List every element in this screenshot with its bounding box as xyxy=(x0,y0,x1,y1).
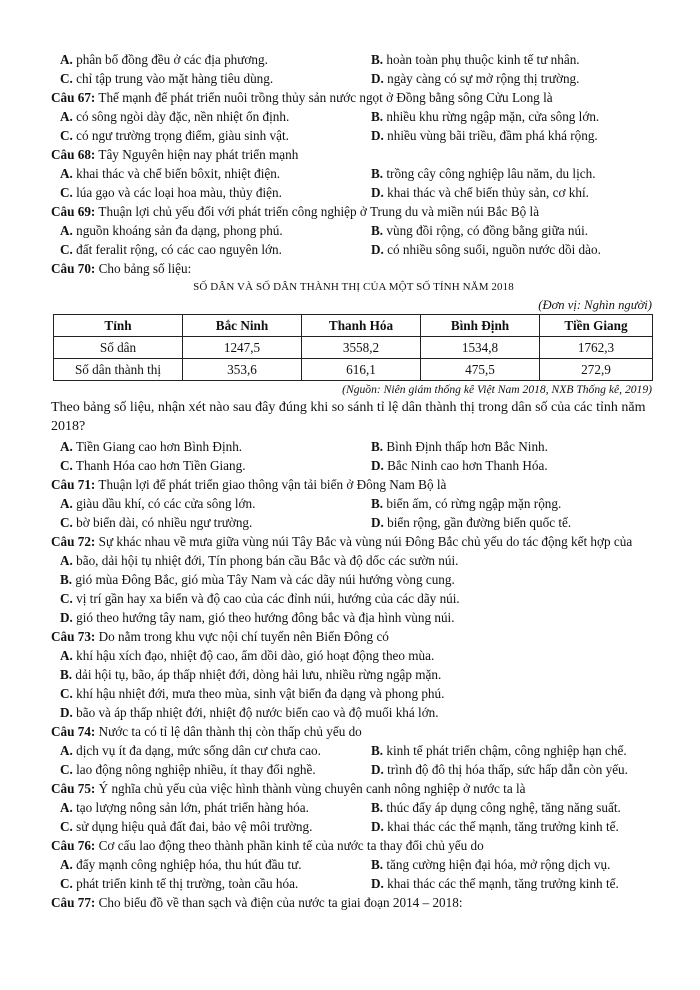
option-b: B. gió mùa Đông Bắc, gió mùa Tây Nam và các dãy núi hướng vòng cung. xyxy=(60,572,455,587)
question-72: Câu 72: Sự khác nhau về mưa giữa vùng núi Tây Bắc và vùng núi Đông Bắc chủ yếu do tác động kết hợp của xyxy=(51,534,633,549)
option-c: C. bờ biển dài, có nhiều ngư trường. xyxy=(60,515,253,530)
option-row xyxy=(51,874,656,893)
option-row xyxy=(51,456,656,475)
option-d: D. gió theo hướng tây nam, gió theo hướng đông bắc và địa hình vùng núi. xyxy=(60,610,455,625)
header-cell: Tiền Giang xyxy=(540,315,653,337)
option-c: C. sử dụng hiệu quả đất đai, bảo vệ môi trường. xyxy=(60,819,313,834)
option-d: D. Bắc Ninh cao hơn Thanh Hóa. xyxy=(371,458,548,473)
table-header-row xyxy=(54,315,653,337)
option-a: A. khai thác và chế biến bôxit, nhiệt điện. xyxy=(60,166,281,181)
table-cell: 353,6 xyxy=(183,359,302,381)
option-b: B. dải hội tụ, bão, áp thấp nhiệt đới, dòng hải lưu, nhiều rừng ngập mặn. xyxy=(60,667,442,682)
option-b: B. vùng đồi rộng, có đồng bằng giữa núi. xyxy=(371,223,589,238)
table-cell: 1534,8 xyxy=(421,337,540,359)
option-d: D. có nhiều sông suối, nguồn nước dồi dào. xyxy=(371,242,601,257)
option-c: C. lúa gạo và các loại hoa màu, thủy điện. xyxy=(60,185,282,200)
option-d: D. khai thác và chế biến thủy sản, cơ khí. xyxy=(371,185,589,200)
option-b: B. trồng cây công nghiệp lâu năm, du lịch. xyxy=(371,166,596,181)
option-a: A. có sông ngòi dày đặc, nền nhiệt ổn định. xyxy=(60,109,290,124)
option-row xyxy=(51,107,656,126)
option-row xyxy=(51,183,656,202)
table-cell: 1247,5 xyxy=(183,337,302,359)
header-cell: Thanh Hóa xyxy=(302,315,421,337)
question-67: Câu 67: Thế mạnh để phát triển nuôi trồng thủy sản nước ngọt ở Đồng bằng sông Cửu Long là xyxy=(51,90,553,105)
option-b: B. tăng cường hiện đại hóa, mở rộng dịch vụ. xyxy=(371,857,611,872)
option-c: C. có ngư trường trọng điểm, giàu sinh vật. xyxy=(60,128,289,143)
option-a: A. giàu dầu khí, có các cửa sông lớn. xyxy=(60,496,256,511)
option-d: D. nhiều vùng bãi triều, đầm phá khá rộng. xyxy=(371,128,598,143)
option-row xyxy=(51,240,656,259)
table-row xyxy=(54,359,653,381)
question-74: Câu 74: Nước ta có tỉ lệ dân thành thị còn thấp chủ yếu do xyxy=(51,724,362,739)
table-unit: (Đơn vị: Nghìn người) xyxy=(538,298,652,312)
table-cell: 3558,2 xyxy=(302,337,421,359)
option-row xyxy=(51,741,656,760)
option-row xyxy=(51,126,656,145)
option-d: D. khai thác các thế mạnh, tăng trưởng kinh tế. xyxy=(371,819,619,834)
table-cell: 272,9 xyxy=(540,359,653,381)
option-b: B. thúc đẩy áp dụng công nghệ, tăng năng suất. xyxy=(371,800,621,815)
option-a: A. phân bố đồng đều ở các địa phương. xyxy=(60,52,268,67)
header-cell: Bắc Ninh xyxy=(183,315,302,337)
option-a: A. tạo lượng nông sản lớn, phát triển hàng hóa. xyxy=(60,800,309,815)
option-row xyxy=(51,513,656,532)
row-label: Số dân thành thị xyxy=(54,359,183,381)
option-row xyxy=(51,437,656,456)
option-b: B. nhiều khu rừng ngập mặn, cửa sông lớn. xyxy=(371,109,600,124)
data-table xyxy=(53,314,653,381)
question-68: Câu 68: Tây Nguyên hiện nay phát triển mạnh xyxy=(51,147,299,162)
option-c: C. lao động nông nghiệp nhiều, ít thay đổi nghề. xyxy=(60,762,316,777)
header-cell: Bình Định xyxy=(421,315,540,337)
option-a: A. bão, dải hội tụ nhiệt đới, Tín phong bán cầu Bắc và độ dốc các sườn núi. xyxy=(60,553,459,568)
option-d: D. ngày càng có sự mở rộng thị trường. xyxy=(371,71,580,86)
option-row xyxy=(51,817,656,836)
option-c: C. khí hậu nhiệt đới, mưa theo mùa, sinh vật biển đa dạng và phong phú. xyxy=(60,686,445,701)
option-a: A. khí hậu xích đạo, nhiệt độ cao, ẩm dồi dào, gió hoạt động theo mùa. xyxy=(60,648,435,663)
option-b: B. Bình Định thấp hơn Bắc Ninh. xyxy=(371,439,548,454)
option-row xyxy=(51,798,656,817)
option-row xyxy=(51,221,656,240)
option-row xyxy=(51,50,656,69)
question-76: Câu 76: Cơ cấu lao động theo thành phần kinh tế của nước ta thay đổi chủ yếu do xyxy=(51,838,484,853)
option-b: B. hoàn toàn phụ thuộc kinh tế tư nhân. xyxy=(371,52,580,67)
table-cell: 616,1 xyxy=(302,359,421,381)
option-b: B. kinh tế phát triển chậm, công nghiệp hạn chế. xyxy=(371,743,627,758)
table-cell: 1762,3 xyxy=(540,337,653,359)
option-d: D. bão và áp thấp nhiệt đới, nhiệt độ nước biển cao và độ muối khá lớn. xyxy=(60,705,439,720)
option-a: A. dịch vụ ít đa dạng, mức sống dân cư chưa cao. xyxy=(60,743,321,758)
option-c: C. vị trí gần hay xa biển và độ cao của các đỉnh núi, hướng của các dãy núi. xyxy=(60,591,460,606)
question-69: Câu 69: Thuận lợi chủ yếu đối với phát triển công nghiệp ở Trung du và miền núi Bắc Bộ là xyxy=(51,204,540,219)
option-c: C. đất feralit rộng, có các cao nguyên lớn. xyxy=(60,242,282,257)
option-row xyxy=(51,69,656,88)
table-row xyxy=(54,337,653,359)
option-a: A. đẩy mạnh công nghiệp hóa, thu hút đầu tư. xyxy=(60,857,302,872)
question-73: Câu 73: Do nằm trong khu vực nội chí tuyến nên Biển Đông có xyxy=(51,629,389,644)
option-c: C. chỉ tập trung vào mặt hàng tiêu dùng. xyxy=(60,71,274,86)
option-d: D. biển rộng, gần đường biển quốc tế. xyxy=(371,515,572,530)
exam-page xyxy=(51,50,656,912)
question-70-prompt: Theo bảng số liệu, nhận xét nào sau đây đúng khi so sánh tỉ lệ dân thành thị trong dân số của các tỉnh năm 2018? xyxy=(51,400,646,434)
question-71: Câu 71: Thuận lợi để phát triển giao thông vận tải biển ở Đông Nam Bộ là xyxy=(51,477,447,492)
option-row xyxy=(51,164,656,183)
option-b: B. biển ấm, có rừng ngập mặn rộng. xyxy=(371,496,562,511)
option-d: D. trình độ đô thị hóa thấp, sức hấp dẫn còn yếu. xyxy=(371,762,628,777)
table-cell: 475,5 xyxy=(421,359,540,381)
question-75: Câu 75: Ý nghĩa chủ yếu của việc hình thành vùng chuyên canh nông nghiệp ở nước ta là xyxy=(51,781,526,796)
option-a: A. Tiền Giang cao hơn Bình Định. xyxy=(60,439,243,454)
row-label: Số dân xyxy=(54,337,183,359)
option-row xyxy=(51,855,656,874)
option-c: C. phát triển kinh tế thị trường, toàn cầu hóa. xyxy=(60,876,299,891)
question-77: Câu 77: Cho biểu đồ về than sạch và điện của nước ta giai đoạn 2014 – 2018: xyxy=(51,895,463,910)
header-cell: Tỉnh xyxy=(54,315,183,337)
option-d: D. khai thác các thế mạnh, tăng trưởng kinh tế. xyxy=(371,876,619,891)
option-c: C. Thanh Hóa cao hơn Tiền Giang. xyxy=(60,458,246,473)
table-title: SỐ DÂN VÀ SỐ DÂN THÀNH THỊ CỦA MỘT SỐ TỈNH NĂM 2018 xyxy=(193,281,514,293)
table-source: (Nguồn: Niên giám thống kê Việt Nam 2018, NXB Thống kê, 2019) xyxy=(342,383,652,396)
option-row xyxy=(51,494,656,513)
question-70: Câu 70: Cho bảng số liệu: xyxy=(51,261,192,276)
option-a: A. nguồn khoáng sản đa dạng, phong phú. xyxy=(60,223,283,238)
option-row xyxy=(51,760,656,779)
